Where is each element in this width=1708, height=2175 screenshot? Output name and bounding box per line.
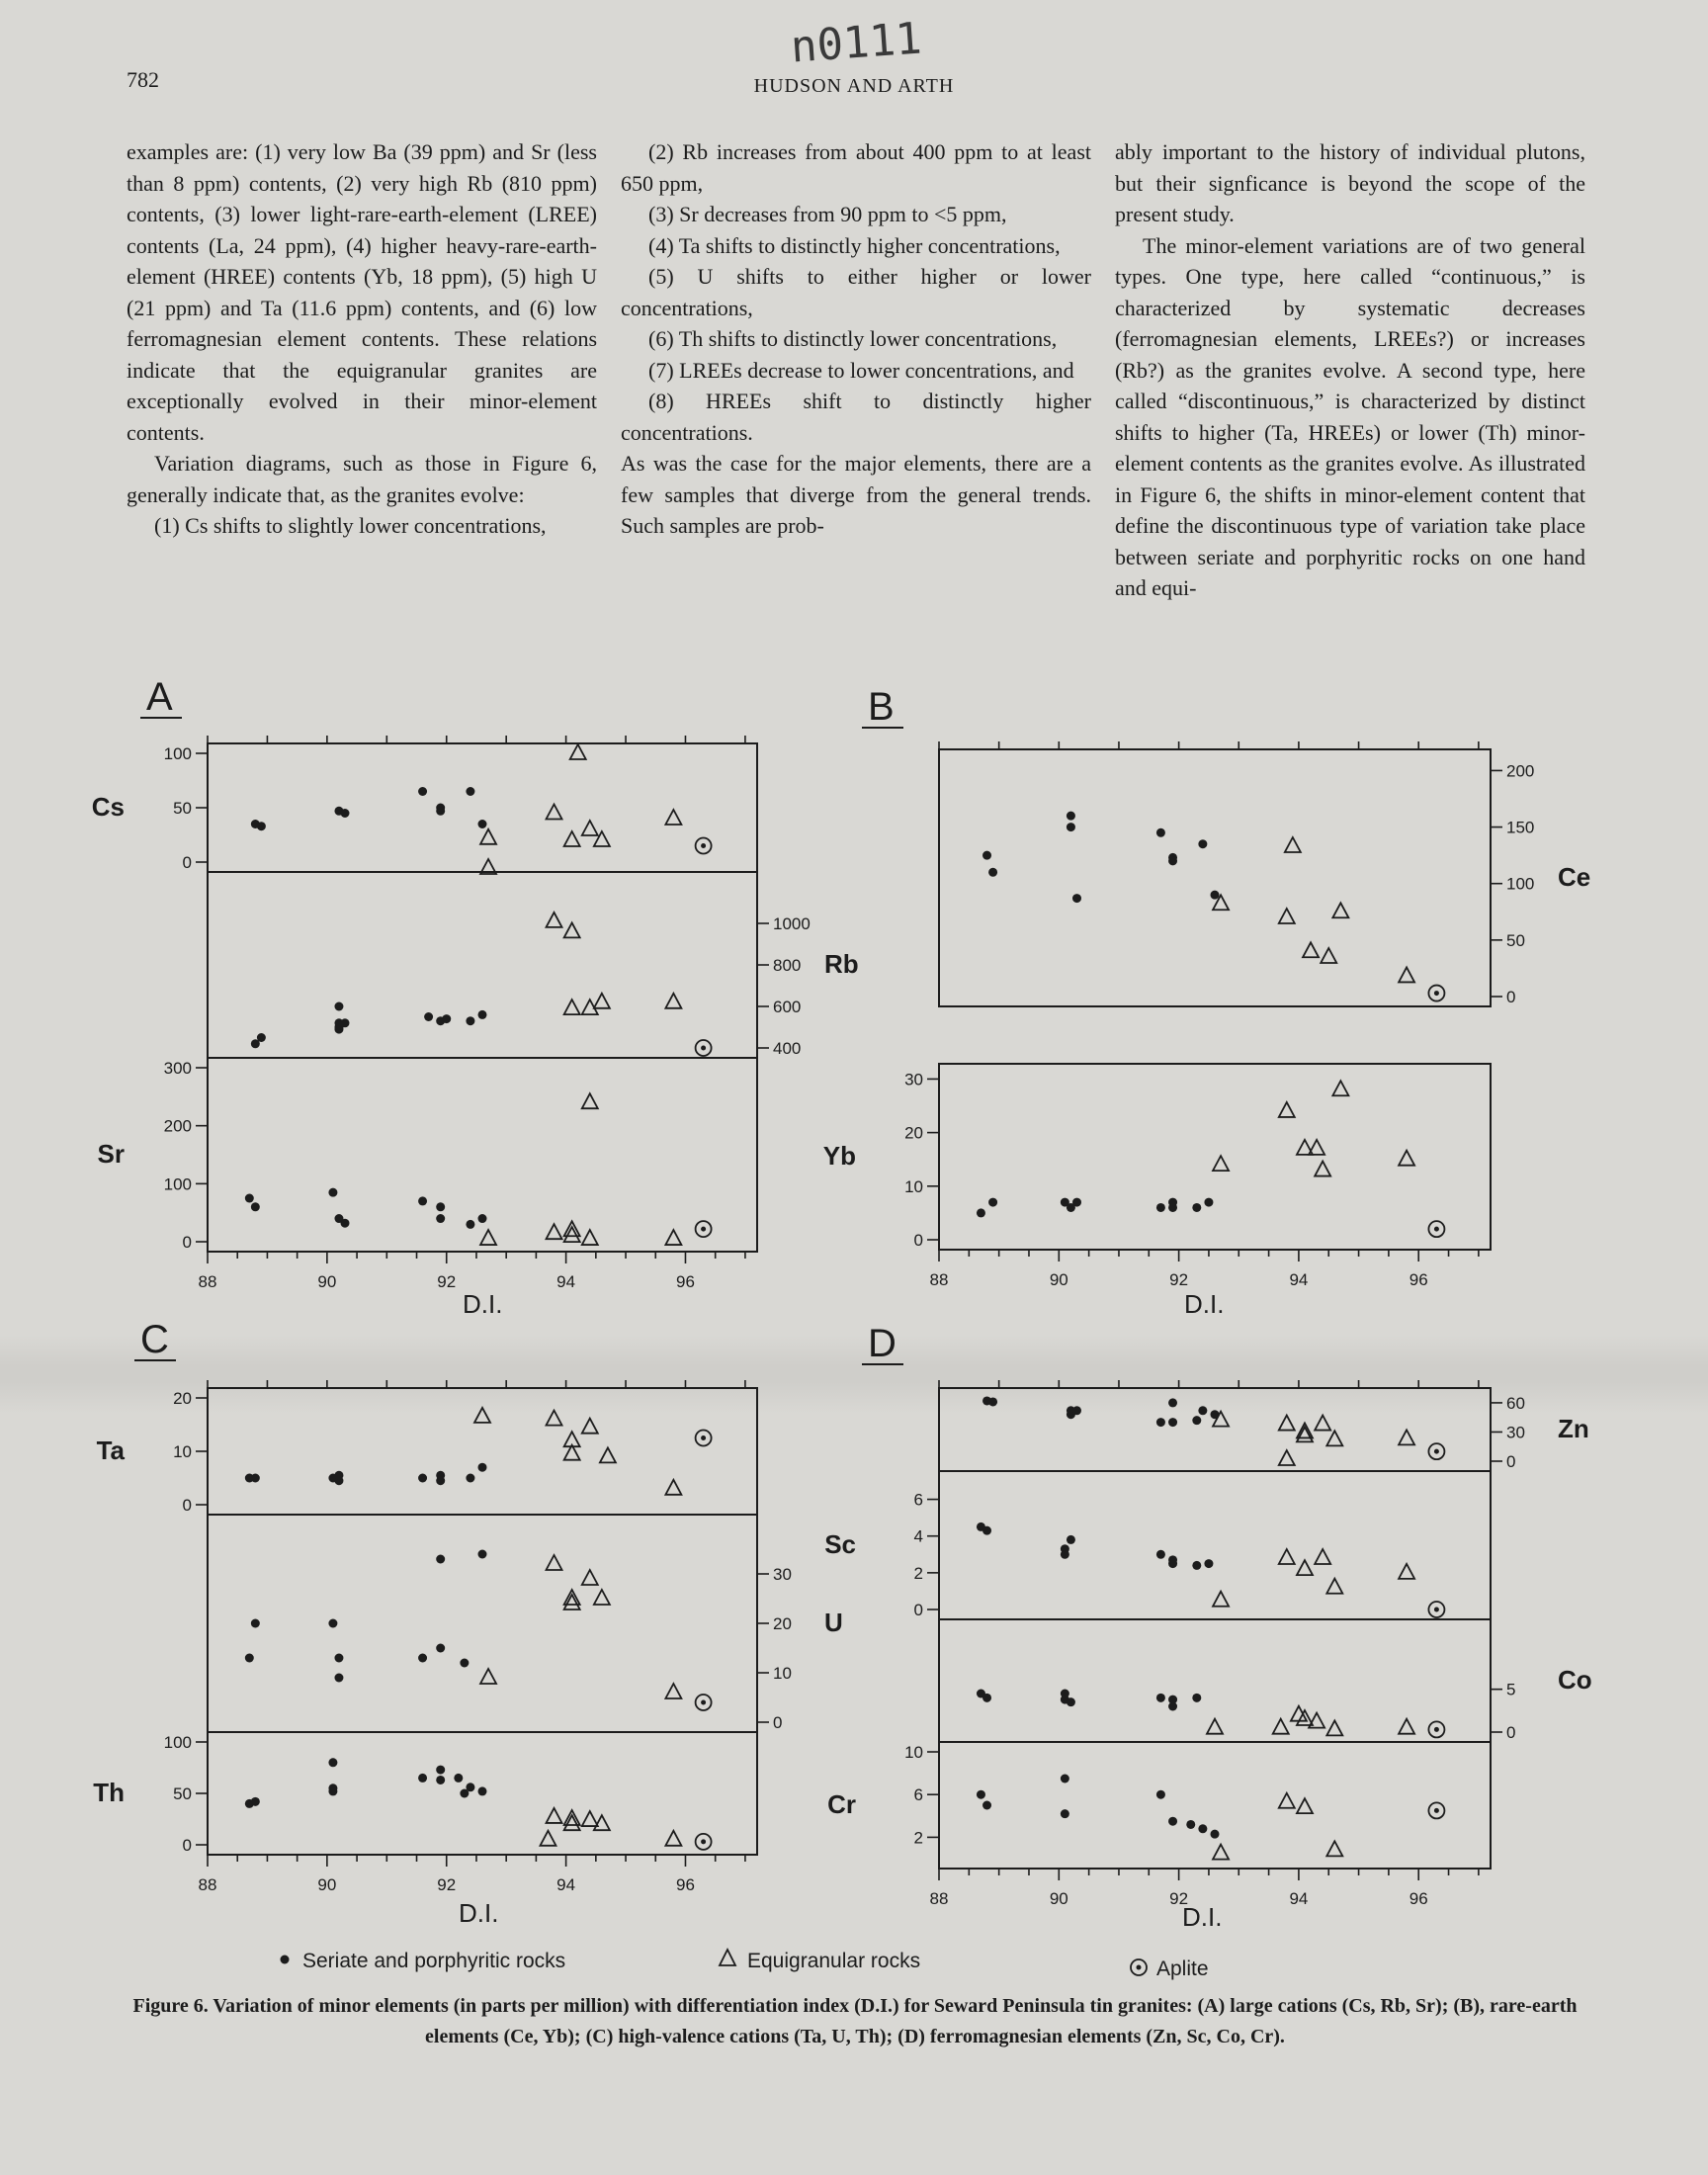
seriate-point [328,1188,337,1197]
seriate-point [478,1010,487,1019]
panel-letter: D [868,1322,897,1365]
equigranular-point [1399,1151,1414,1166]
seriate-point [418,1196,427,1205]
seriate-point [1168,1555,1177,1564]
y-tick-label: 800 [773,956,802,975]
paragraph: ably important to the history of individual plutons, but their signficance is beyond the scope of the present study. [1115,139,1585,226]
equigranular-point [1332,1081,1348,1095]
seriate-point [418,787,427,796]
legend-dot-icon [281,1956,290,1964]
y-tick-label: 0 [1506,988,1516,1006]
x-tick-label: 96 [1409,1270,1428,1289]
seriate-point [988,868,997,877]
y-tick-label: 0 [913,1601,923,1619]
seriate-point [1061,1809,1069,1818]
x-axis-label: D.I. [463,1289,503,1319]
y-tick-label: 0 [913,1231,923,1250]
seriate-point [1168,1203,1177,1212]
equigranular-point [1213,1845,1229,1860]
y-tick-label: 2 [913,1828,923,1848]
equigranular-point [1297,1798,1313,1813]
aplite-center [1434,1808,1439,1813]
equigranular-point [1297,1560,1313,1575]
seriate-point [1156,1550,1165,1559]
aplite-center [1434,1449,1439,1454]
x-axis-label: D.I. [459,1898,499,1928]
y-tick-label: 60 [1506,1393,1525,1413]
seriate-point [1168,1702,1177,1711]
seriate-point [257,822,266,830]
figure-legend [281,1950,1209,1980]
seriate-point [1156,1203,1165,1212]
equigranular-point [1279,909,1295,923]
y-tick-label: 200 [1506,761,1535,781]
y-tick-label: 6 [913,1490,923,1510]
seriate-point [436,1202,445,1211]
aplite-point [1428,1443,1444,1459]
seriate-point [1072,1198,1081,1207]
seriate-point [1168,856,1177,865]
x-tick-label: 94 [1289,1889,1309,1908]
equigranular-point [540,1831,555,1846]
equigranular-point [665,994,681,1008]
paragraph: examples are: (1) very low Ba (39 ppm) and Sr (less than 8 ppm) contents, (2) very high Rb (810 ppm) contents, (3) lower light-rare-earth-element (LREE) contents (La, 24 ppm), (4) higher heavy-rare-earth-element (HREE) contents (Yb, 18 ppm), (5) high U (21 ppm) and Ta (11.6 ppm) contents, and (6) low ferromagnesian element contents. These relations indicate that the equigranular granites are exceptionally evolved in their minor-element contents. [127,139,597,445]
seriate-point [977,1208,985,1217]
x-tick-label: 94 [556,1272,576,1291]
list-item: (4) Ta shifts to distinctly higher concentrations, [648,232,1061,258]
seriate-point [478,1786,487,1795]
y-tick-label: 0 [1506,1723,1516,1742]
y-tick-label: 100 [163,1733,192,1752]
y-tick-label: 2 [913,1563,923,1583]
seriate-point [1067,1697,1075,1706]
seriate-point [251,1474,260,1483]
seriate-point [466,787,474,796]
running-head: HUDSON AND ARTH [753,75,955,97]
element-label: Co [1558,1665,1592,1695]
seriate-point [1156,1694,1165,1702]
equigranular-point [564,1000,580,1014]
y-tick-label: 10 [173,1442,192,1461]
element-label: Ce [1558,862,1591,892]
equigranular-point [1279,1793,1295,1808]
x-tick-label: 96 [676,1272,695,1291]
equigranular-point [474,1408,490,1423]
aplite-point [1428,1721,1444,1737]
legend-aplite: Aplite [1156,1958,1209,1980]
plot-frame [939,1064,1491,1250]
x-tick-label: 94 [1289,1270,1309,1289]
equigranular-point [1326,1579,1342,1594]
equigranular-point [665,1831,681,1846]
equigranular-point [547,913,562,927]
y-tick-label: 6 [913,1785,923,1805]
x-tick-label: 90 [1049,1270,1068,1289]
x-tick-label: 88 [929,1889,949,1908]
seriate-point [334,1471,343,1480]
aplite-point [696,1431,712,1446]
x-axis-label: D.I. [1184,1289,1225,1319]
element-label: Rb [824,949,859,979]
seriate-point [1067,823,1075,831]
x-tick-label: 88 [198,1272,217,1291]
y-tick-label: 100 [1506,874,1535,894]
aplite-point [1428,1802,1444,1818]
x-tick-label: 90 [317,1272,337,1291]
equigranular-point [564,922,580,937]
equigranular-point [1213,1156,1229,1171]
seriate-point [1192,1561,1201,1570]
seriate-point [1192,1416,1201,1425]
y-tick-label: 10 [904,1743,923,1762]
seriate-point [1156,1790,1165,1799]
equigranular-point [1399,1564,1414,1579]
seriate-point [1061,1775,1069,1784]
paragraph: (1) Cs shifts to slightly lower concentrations, [154,513,547,538]
seriate-point [334,1654,343,1663]
aplite-point [1428,986,1444,1001]
y-tick-label: 1000 [773,914,811,933]
aplite-center [1434,1608,1439,1612]
seriate-point [251,1619,260,1628]
seriate-point [982,1694,991,1702]
seriate-point [478,1214,487,1223]
page-number: 782 [127,67,159,92]
aplite-center [701,1839,706,1844]
seriate-point [1204,1198,1213,1207]
list-item: (5) U shifts to either higher or lower concentrations, [621,264,1091,320]
y-tick-label: 4 [913,1526,923,1546]
seriate-point [1211,1830,1220,1839]
equigranular-point [1399,1719,1414,1734]
seriate-point [436,1776,445,1784]
seriate-point [460,1659,469,1668]
panel-letter: C [140,1318,169,1361]
paragraph: The minor-element variations are of two general types. One type, here called “continuous,” is characterized by systematic decreases (ferromagnesian elements, LREEs?) or increases (Rb?) as the granites evolve. A second type, here called “discontinuous,” is characterized by distinct shifts to higher (Ta, HREEs) or lower (Th) minor-element contents as the granites evolve. As illustrated in Figure 6, the shifts in minor-element content that define the discontinuous type of variation take place between seriate and porphyritic rocks on one hand and equi- [1115,232,1585,600]
paragraph: Variation diagrams, such as those in Figure 6, generally indicate that, as the granites evolve: [127,451,597,507]
element-label: Ta [96,1436,125,1465]
y-tick-label: 30 [773,1565,792,1584]
x-tick-label: 92 [1169,1270,1189,1289]
seriate-point [251,1202,260,1211]
seriate-point [418,1654,427,1663]
y-tick-label: 50 [173,799,192,818]
equigranular-point [564,1590,580,1605]
equigranular-point [547,1224,562,1239]
aplite-center [1434,1227,1439,1232]
element-label: Cr [827,1789,856,1819]
paragraph: As was the case for the major elements, there are a few samples that diverge from the general trends. Such samples are prob- [621,451,1091,538]
x-tick-label: 92 [1169,1889,1189,1908]
seriate-point [328,1619,337,1628]
aplite-center [701,1436,706,1440]
y-tick-label: 0 [773,1713,783,1732]
seriate-point [424,1012,433,1021]
x-tick-label: 96 [1409,1889,1428,1908]
equigranular-point [480,1669,496,1684]
y-tick-label: 0 [182,1233,192,1252]
y-tick-label: 5 [1506,1680,1516,1699]
plot-frame [939,1388,1491,1869]
element-label: Zn [1558,1414,1589,1443]
equigranular-point [582,1419,598,1434]
equigranular-point [564,831,580,846]
equigranular-point [1303,942,1319,957]
equigranular-point [1315,1162,1330,1176]
seriate-point [466,1016,474,1025]
aplite-center [1434,1727,1439,1732]
aplite-center [1434,991,1439,996]
equigranular-point [1315,1416,1330,1431]
seriate-point [478,1550,487,1559]
seriate-point [1168,1817,1177,1826]
y-tick-label: 400 [773,1039,802,1058]
seriate-point [334,1002,343,1011]
equigranular-point [582,1570,598,1585]
equigranular-point [600,1447,616,1462]
y-tick-label: 20 [773,1614,792,1633]
element-label: Th [93,1778,125,1807]
legend-equigranular: Equigranular rocks [747,1950,921,1972]
seriate-point [1198,1406,1207,1415]
chart-panel-c [93,1318,843,1928]
y-tick-label: 600 [773,998,802,1016]
equigranular-point [564,1227,580,1242]
figure-caption: Figure 6. Variation of minor elements (in parts per million) with differentiation index (D.I.) for Seward Peninsula tin granites: (A) large cations (Cs, Rb, Sr); (B), rare-earth elements (Ce, Yb); (C) high-valence cations (Ta, U, Th); (D) ferromagnesian elements (Zn, Sc, Co, Cr). [132,1995,1578,2047]
equigranular-point [564,1810,580,1825]
list-item: (3) Sr decreases from 90 ppm to <5 ppm, [648,202,1007,226]
equigranular-point [1291,1706,1307,1721]
equigranular-point [1326,1720,1342,1735]
aplite-point [696,838,712,854]
seriate-point [341,1219,350,1228]
aplite-point [696,1834,712,1850]
equigranular-point [564,1815,580,1830]
x-tick-label: 96 [676,1875,695,1894]
equigranular-point [582,1230,598,1245]
equigranular-point [594,1590,610,1605]
y-tick-label: 20 [904,1123,923,1143]
y-tick-label: 10 [773,1664,792,1683]
legend-aplite-center [1137,1965,1142,1970]
x-tick-label: 90 [1049,1889,1068,1908]
equigranular-point [1332,903,1348,917]
legend-seriate: Seriate and porphyritic rocks [302,1950,566,1972]
seriate-point [328,1758,337,1767]
equigranular-point [547,1555,562,1570]
equigranular-point [1315,1549,1330,1564]
seriate-point [442,1014,451,1023]
seriate-point [454,1774,463,1783]
seriate-point [1204,1559,1213,1568]
legend-triangle-icon [720,1950,735,1965]
seriate-point [436,1766,445,1775]
equigranular-point [665,1684,681,1698]
equigranular-point [1279,1549,1295,1564]
y-tick-label: 30 [1506,1423,1525,1442]
seriate-point [418,1774,427,1783]
chart-panel-d [824,1322,1591,1932]
seriate-point [257,1033,266,1042]
seriate-point [328,1784,337,1792]
equigranular-point [1279,1102,1295,1117]
seriate-point [1067,812,1075,821]
aplite-point [1428,1602,1444,1617]
seriate-point [1067,1535,1075,1544]
seriate-point [988,1198,997,1207]
equigranular-point [480,1230,496,1245]
chart-panel-a [92,675,859,1319]
equigranular-point [1399,967,1414,982]
seriate-point [341,809,350,818]
aplite-center [701,1700,706,1705]
seriate-point [478,820,487,828]
aplite-center [701,843,706,848]
equigranular-point [564,1595,580,1610]
list-item: (2) Rb increases from about 400 ppm to at least 650 ppm, [621,139,1091,196]
seriate-point [245,1194,254,1203]
y-tick-label: 300 [163,1059,192,1078]
seriate-point [1061,1550,1069,1559]
equigranular-point [594,994,610,1008]
panel-letter: A [146,675,173,719]
equigranular-point [1279,1450,1295,1465]
equigranular-point [665,1480,681,1495]
list-item: (8) HREEs shift to distinctly higher concentrations. [621,389,1091,445]
equigranular-point [1279,1416,1295,1431]
seriate-point [251,1797,260,1806]
seriate-point [1192,1203,1201,1212]
seriate-point [245,1654,254,1663]
seriate-point [1156,1418,1165,1427]
element-label: Sc [824,1529,856,1559]
element-label: U [824,1608,843,1637]
list-item: (7) LREEs decrease to lower concentrations, and [648,357,1074,383]
plot-frame [208,1388,757,1855]
x-tick-label: 92 [437,1875,457,1894]
seriate-point [1168,1418,1177,1427]
element-label: Cs [91,792,125,822]
equigranular-point [547,1808,562,1823]
seriate-point [436,1476,445,1485]
seriate-point [982,1526,991,1535]
y-tick-label: 0 [182,1496,192,1515]
y-tick-label: 0 [182,853,192,872]
seriate-point [988,1397,997,1406]
seriate-point [1156,828,1165,837]
y-tick-label: 100 [163,744,192,763]
x-tick-label: 92 [437,1272,457,1291]
equigranular-point [547,805,562,820]
handwritten-mark: n0111 [789,13,924,73]
y-tick-label: 200 [163,1116,192,1136]
equigranular-point [1399,1430,1414,1444]
seriate-point [1072,1406,1081,1415]
equigranular-point [1326,1841,1342,1856]
x-tick-label: 94 [556,1875,576,1894]
seriate-point [334,1018,343,1027]
seriate-point [982,851,991,860]
y-tick-label: 150 [1506,818,1535,837]
y-tick-label: 0 [182,1836,192,1855]
y-tick-label: 50 [173,1784,192,1803]
element-label: Sr [97,1139,125,1169]
seriate-point [1198,839,1207,848]
seriate-point [466,1220,474,1229]
seriate-point [1198,1824,1207,1833]
seriate-point [436,1644,445,1653]
y-tick-label: 50 [1506,930,1525,950]
seriate-point [478,1463,487,1472]
chart-panel-b [823,685,1590,1319]
equigranular-point [582,1811,598,1826]
aplite-center [701,1227,706,1232]
seriate-point [436,1214,445,1223]
equigranular-point [582,1093,598,1108]
element-label: Yb [822,1141,856,1171]
panel-letter: B [868,685,895,729]
equigranular-point [582,821,598,835]
seriate-point [982,1801,991,1810]
seriate-point [1168,1398,1177,1407]
equigranular-point [1207,1719,1223,1734]
x-tick-label: 88 [929,1270,949,1289]
equigranular-point [547,1411,562,1426]
seriate-point [436,1555,445,1564]
seriate-point [436,807,445,816]
seriate-point [1186,1820,1195,1829]
aplite-point [696,1695,712,1710]
seriate-point [466,1783,474,1791]
x-tick-label: 90 [317,1875,337,1894]
equigranular-point [665,810,681,825]
seriate-point [1211,891,1220,900]
equigranular-point [1285,837,1301,852]
aplite-point [696,1040,712,1056]
seriate-point [977,1790,985,1799]
aplite-point [696,1221,712,1237]
seriate-point [334,1674,343,1683]
equigranular-point [665,1230,681,1245]
y-tick-label: 30 [904,1070,923,1089]
seriate-point [1192,1694,1201,1702]
equigranular-point [1321,948,1336,963]
y-tick-label: 0 [1506,1452,1516,1471]
x-axis-label: D.I. [1182,1902,1223,1932]
equigranular-point [480,829,496,844]
seriate-point [466,1474,474,1483]
equigranular-point [1273,1719,1289,1734]
list-item: (6) Th shifts to distinctly lower concentrations, [648,326,1058,351]
seriate-point [418,1474,427,1483]
aplite-center [701,1046,706,1051]
seriate-point [1072,894,1081,903]
equigranular-point [1213,1592,1229,1607]
equigranular-point [1326,1431,1342,1445]
y-tick-label: 20 [173,1389,192,1408]
y-tick-label: 10 [904,1176,923,1196]
equigranular-point [570,744,586,759]
aplite-point [1428,1221,1444,1237]
y-tick-label: 100 [163,1174,192,1194]
x-tick-label: 88 [198,1875,217,1894]
